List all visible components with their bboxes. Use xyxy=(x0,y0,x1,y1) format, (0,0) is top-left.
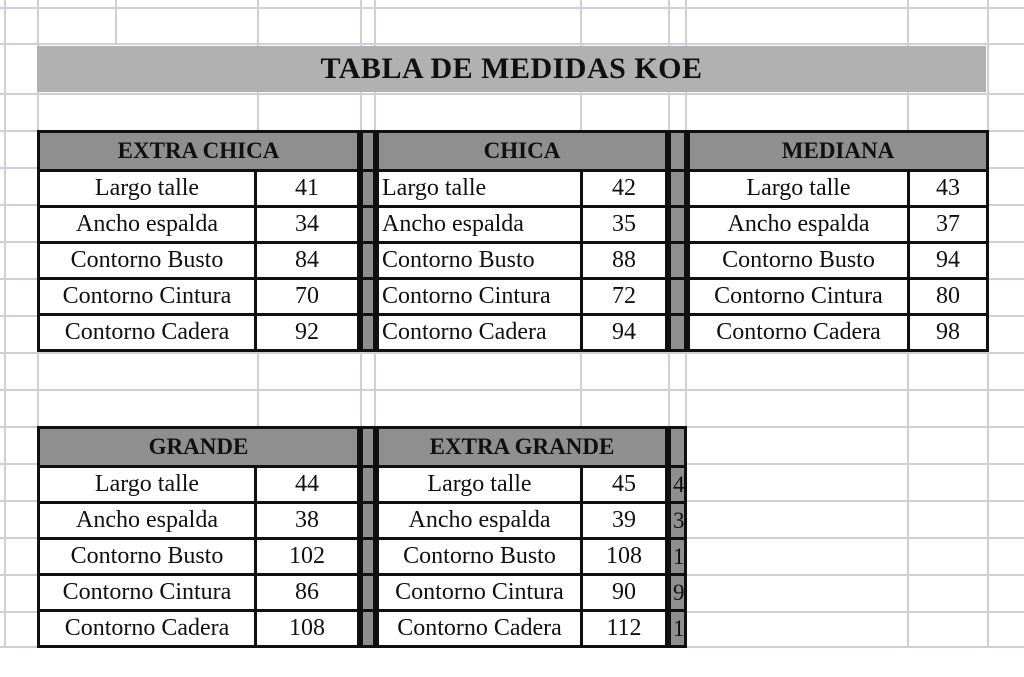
separator-cell[interactable] xyxy=(363,501,373,537)
size-table-extra-grande xyxy=(376,426,668,648)
measurement-label-cell[interactable]: Contorno Busto xyxy=(40,241,254,277)
size-table-mediana xyxy=(687,130,989,352)
size-table-chica xyxy=(376,130,668,352)
measurement-value-cell[interactable]: 80 xyxy=(907,277,986,313)
separator-cell[interactable] xyxy=(671,133,684,169)
measurement-label-cell[interactable]: Ancho espalda xyxy=(40,205,254,241)
size-table-extra-chica xyxy=(37,130,360,352)
separator-cell[interactable] xyxy=(363,169,373,205)
measurement-value-cell[interactable]: 37 xyxy=(907,205,986,241)
clipped-value-column xyxy=(668,426,687,648)
measurement-value-cell[interactable]: 72 xyxy=(580,277,665,313)
clipped-value-cell[interactable]: 4 xyxy=(671,465,684,501)
measurement-value-cell[interactable]: 34 xyxy=(254,205,357,241)
measurement-label-cell[interactable]: Contorno Cadera xyxy=(379,313,580,349)
measurement-value-cell[interactable]: 112 xyxy=(580,609,665,645)
gridline-h xyxy=(0,389,1024,391)
measurement-label-cell[interactable]: Contorno Busto xyxy=(379,241,580,277)
clipped-value-cell[interactable]: 1 xyxy=(671,609,684,645)
size-table-header[interactable]: EXTRA CHICA xyxy=(40,133,357,169)
measurement-value-cell[interactable]: 35 xyxy=(580,205,665,241)
separator-cell[interactable] xyxy=(363,609,373,645)
gridline-v xyxy=(4,0,6,648)
size-table-grande xyxy=(37,426,360,648)
measurement-label-cell[interactable]: Contorno Busto xyxy=(690,241,907,277)
measurement-value-cell[interactable]: 94 xyxy=(907,241,986,277)
separator-column xyxy=(668,130,687,352)
measurement-value-cell[interactable]: 43 xyxy=(907,169,986,205)
measurement-label-cell[interactable]: Contorno Cintura xyxy=(379,573,580,609)
measurement-label-cell[interactable]: Contorno Cadera xyxy=(40,609,254,645)
measurement-label-cell[interactable]: Ancho espalda xyxy=(379,205,580,241)
sheet-title-cell[interactable]: TABLA DE MEDIDAS KOE xyxy=(37,46,986,92)
separator-cell[interactable] xyxy=(363,429,373,465)
measurement-value-cell[interactable]: 90 xyxy=(580,573,665,609)
clipped-value-cell[interactable]: 1 xyxy=(671,537,684,573)
clipped-value-cell[interactable]: 3 xyxy=(671,501,684,537)
measurement-value-cell[interactable]: 86 xyxy=(254,573,357,609)
measurement-value-cell[interactable]: 92 xyxy=(254,313,357,349)
measurement-label-cell[interactable]: Contorno Cintura xyxy=(690,277,907,313)
measurement-value-cell[interactable]: 84 xyxy=(254,241,357,277)
measurement-value-cell[interactable]: 108 xyxy=(254,609,357,645)
separator-cell[interactable] xyxy=(363,537,373,573)
measurement-label-cell[interactable]: Largo talle xyxy=(40,465,254,501)
separator-cell[interactable] xyxy=(363,313,373,349)
separator-cell[interactable] xyxy=(363,133,373,169)
measurement-label-cell[interactable]: Contorno Busto xyxy=(379,537,580,573)
separator-column xyxy=(360,426,376,648)
measurement-label-cell[interactable]: Contorno Cadera xyxy=(379,609,580,645)
separator-cell[interactable] xyxy=(671,429,684,465)
separator-cell[interactable] xyxy=(671,169,684,205)
size-table-header[interactable]: CHICA xyxy=(379,133,665,169)
measurement-value-cell[interactable]: 102 xyxy=(254,537,357,573)
gridline-h xyxy=(0,43,1024,45)
gridline-h xyxy=(0,7,1024,9)
measurement-label-cell[interactable]: Contorno Cintura xyxy=(379,277,580,313)
measurement-label-cell[interactable]: Contorno Cintura xyxy=(40,277,254,313)
measurement-label-cell[interactable]: Ancho espalda xyxy=(690,205,907,241)
measurement-label-cell[interactable]: Largo talle xyxy=(379,465,580,501)
measurement-value-cell[interactable]: 38 xyxy=(254,501,357,537)
measurement-value-cell[interactable]: 70 xyxy=(254,277,357,313)
gridline-h xyxy=(0,93,1024,95)
measurement-label-cell[interactable]: Contorno Cadera xyxy=(40,313,254,349)
separator-cell[interactable] xyxy=(363,277,373,313)
size-table-header[interactable]: MEDIANA xyxy=(690,133,986,169)
measurement-value-cell[interactable]: 98 xyxy=(907,313,986,349)
separator-cell[interactable] xyxy=(363,241,373,277)
separator-cell[interactable] xyxy=(363,205,373,241)
measurement-label-cell[interactable]: Contorno Busto xyxy=(40,537,254,573)
clipped-value-cell[interactable]: 9 xyxy=(671,573,684,609)
separator-cell[interactable] xyxy=(671,205,684,241)
measurement-value-cell[interactable]: 42 xyxy=(580,169,665,205)
measurement-value-cell[interactable]: 39 xyxy=(580,501,665,537)
measurement-value-cell[interactable]: 94 xyxy=(580,313,665,349)
size-table-header[interactable]: EXTRA GRANDE xyxy=(379,429,665,465)
separator-cell[interactable] xyxy=(671,313,684,349)
measurement-label-cell[interactable]: Contorno Cintura xyxy=(40,573,254,609)
separator-cell[interactable] xyxy=(671,277,684,313)
measurement-label-cell[interactable]: Contorno Cadera xyxy=(690,313,907,349)
separator-cell[interactable] xyxy=(363,573,373,609)
separator-cell[interactable] xyxy=(671,241,684,277)
measurement-value-cell[interactable]: 41 xyxy=(254,169,357,205)
separator-cell[interactable] xyxy=(363,465,373,501)
gridline-h xyxy=(0,352,1024,354)
size-table-header[interactable]: GRANDE xyxy=(40,429,357,465)
measurement-label-cell[interactable]: Largo talle xyxy=(40,169,254,205)
gridline-v xyxy=(115,0,117,43)
measurement-label-cell[interactable]: Ancho espalda xyxy=(40,501,254,537)
separator-column xyxy=(360,130,376,352)
measurement-value-cell[interactable]: 108 xyxy=(580,537,665,573)
measurement-label-cell[interactable]: Ancho espalda xyxy=(379,501,580,537)
measurement-value-cell[interactable]: 88 xyxy=(580,241,665,277)
measurement-label-cell[interactable]: Largo talle xyxy=(690,169,907,205)
measurement-value-cell[interactable]: 45 xyxy=(580,465,665,501)
measurement-value-cell[interactable]: 44 xyxy=(254,465,357,501)
measurement-label-cell[interactable]: Largo talle xyxy=(379,169,580,205)
